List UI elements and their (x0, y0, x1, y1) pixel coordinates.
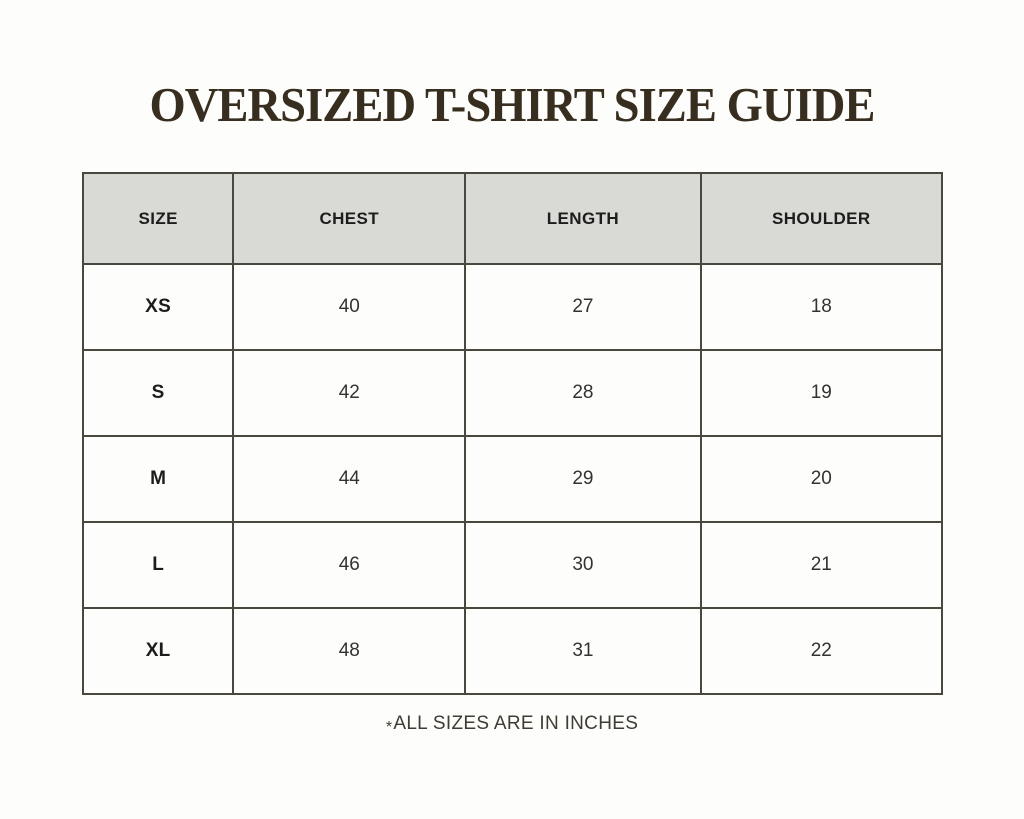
size-guide-table (82, 172, 943, 695)
table-row (83, 350, 942, 436)
table-header (83, 173, 942, 264)
cell-chest: 48 (233, 608, 465, 694)
table-row (83, 436, 942, 522)
cell-length: 28 (465, 350, 700, 436)
cell-chest: 46 (233, 522, 465, 608)
column-header-chest: CHEST (233, 173, 465, 264)
table-row (83, 264, 942, 350)
cell-shoulder: 20 (701, 436, 942, 522)
cell-length: 27 (465, 264, 700, 350)
cell-chest: 40 (233, 264, 465, 350)
table-row (83, 522, 942, 608)
row-label: XL (83, 608, 233, 694)
cell-shoulder: 19 (701, 350, 942, 436)
table-body (83, 264, 942, 694)
cell-shoulder: 18 (701, 264, 942, 350)
row-label: S (83, 350, 233, 436)
column-header-shoulder: SHOULDER (701, 173, 942, 264)
header-row (83, 173, 942, 264)
page-title: OVERSIZED T-SHIRT SIZE GUIDE (149, 77, 875, 132)
cell-chest: 42 (233, 350, 465, 436)
cell-length: 30 (465, 522, 700, 608)
cell-chest: 44 (233, 436, 465, 522)
row-label: XS (83, 264, 233, 350)
row-label: M (83, 436, 233, 522)
column-header-size: SIZE (83, 173, 233, 264)
footnote (0, 713, 1024, 735)
column-header-length: LENGTH (465, 173, 700, 264)
footnote-asterisk: * (385, 719, 393, 736)
cell-shoulder: 21 (701, 522, 942, 608)
footnote-text: ALL SIZES ARE IN INCHES (393, 713, 639, 734)
cell-length: 31 (465, 608, 700, 694)
size-guide-table-container (82, 172, 943, 695)
cell-shoulder: 22 (701, 608, 942, 694)
table-row (83, 608, 942, 694)
cell-length: 29 (465, 436, 700, 522)
row-label: L (83, 522, 233, 608)
